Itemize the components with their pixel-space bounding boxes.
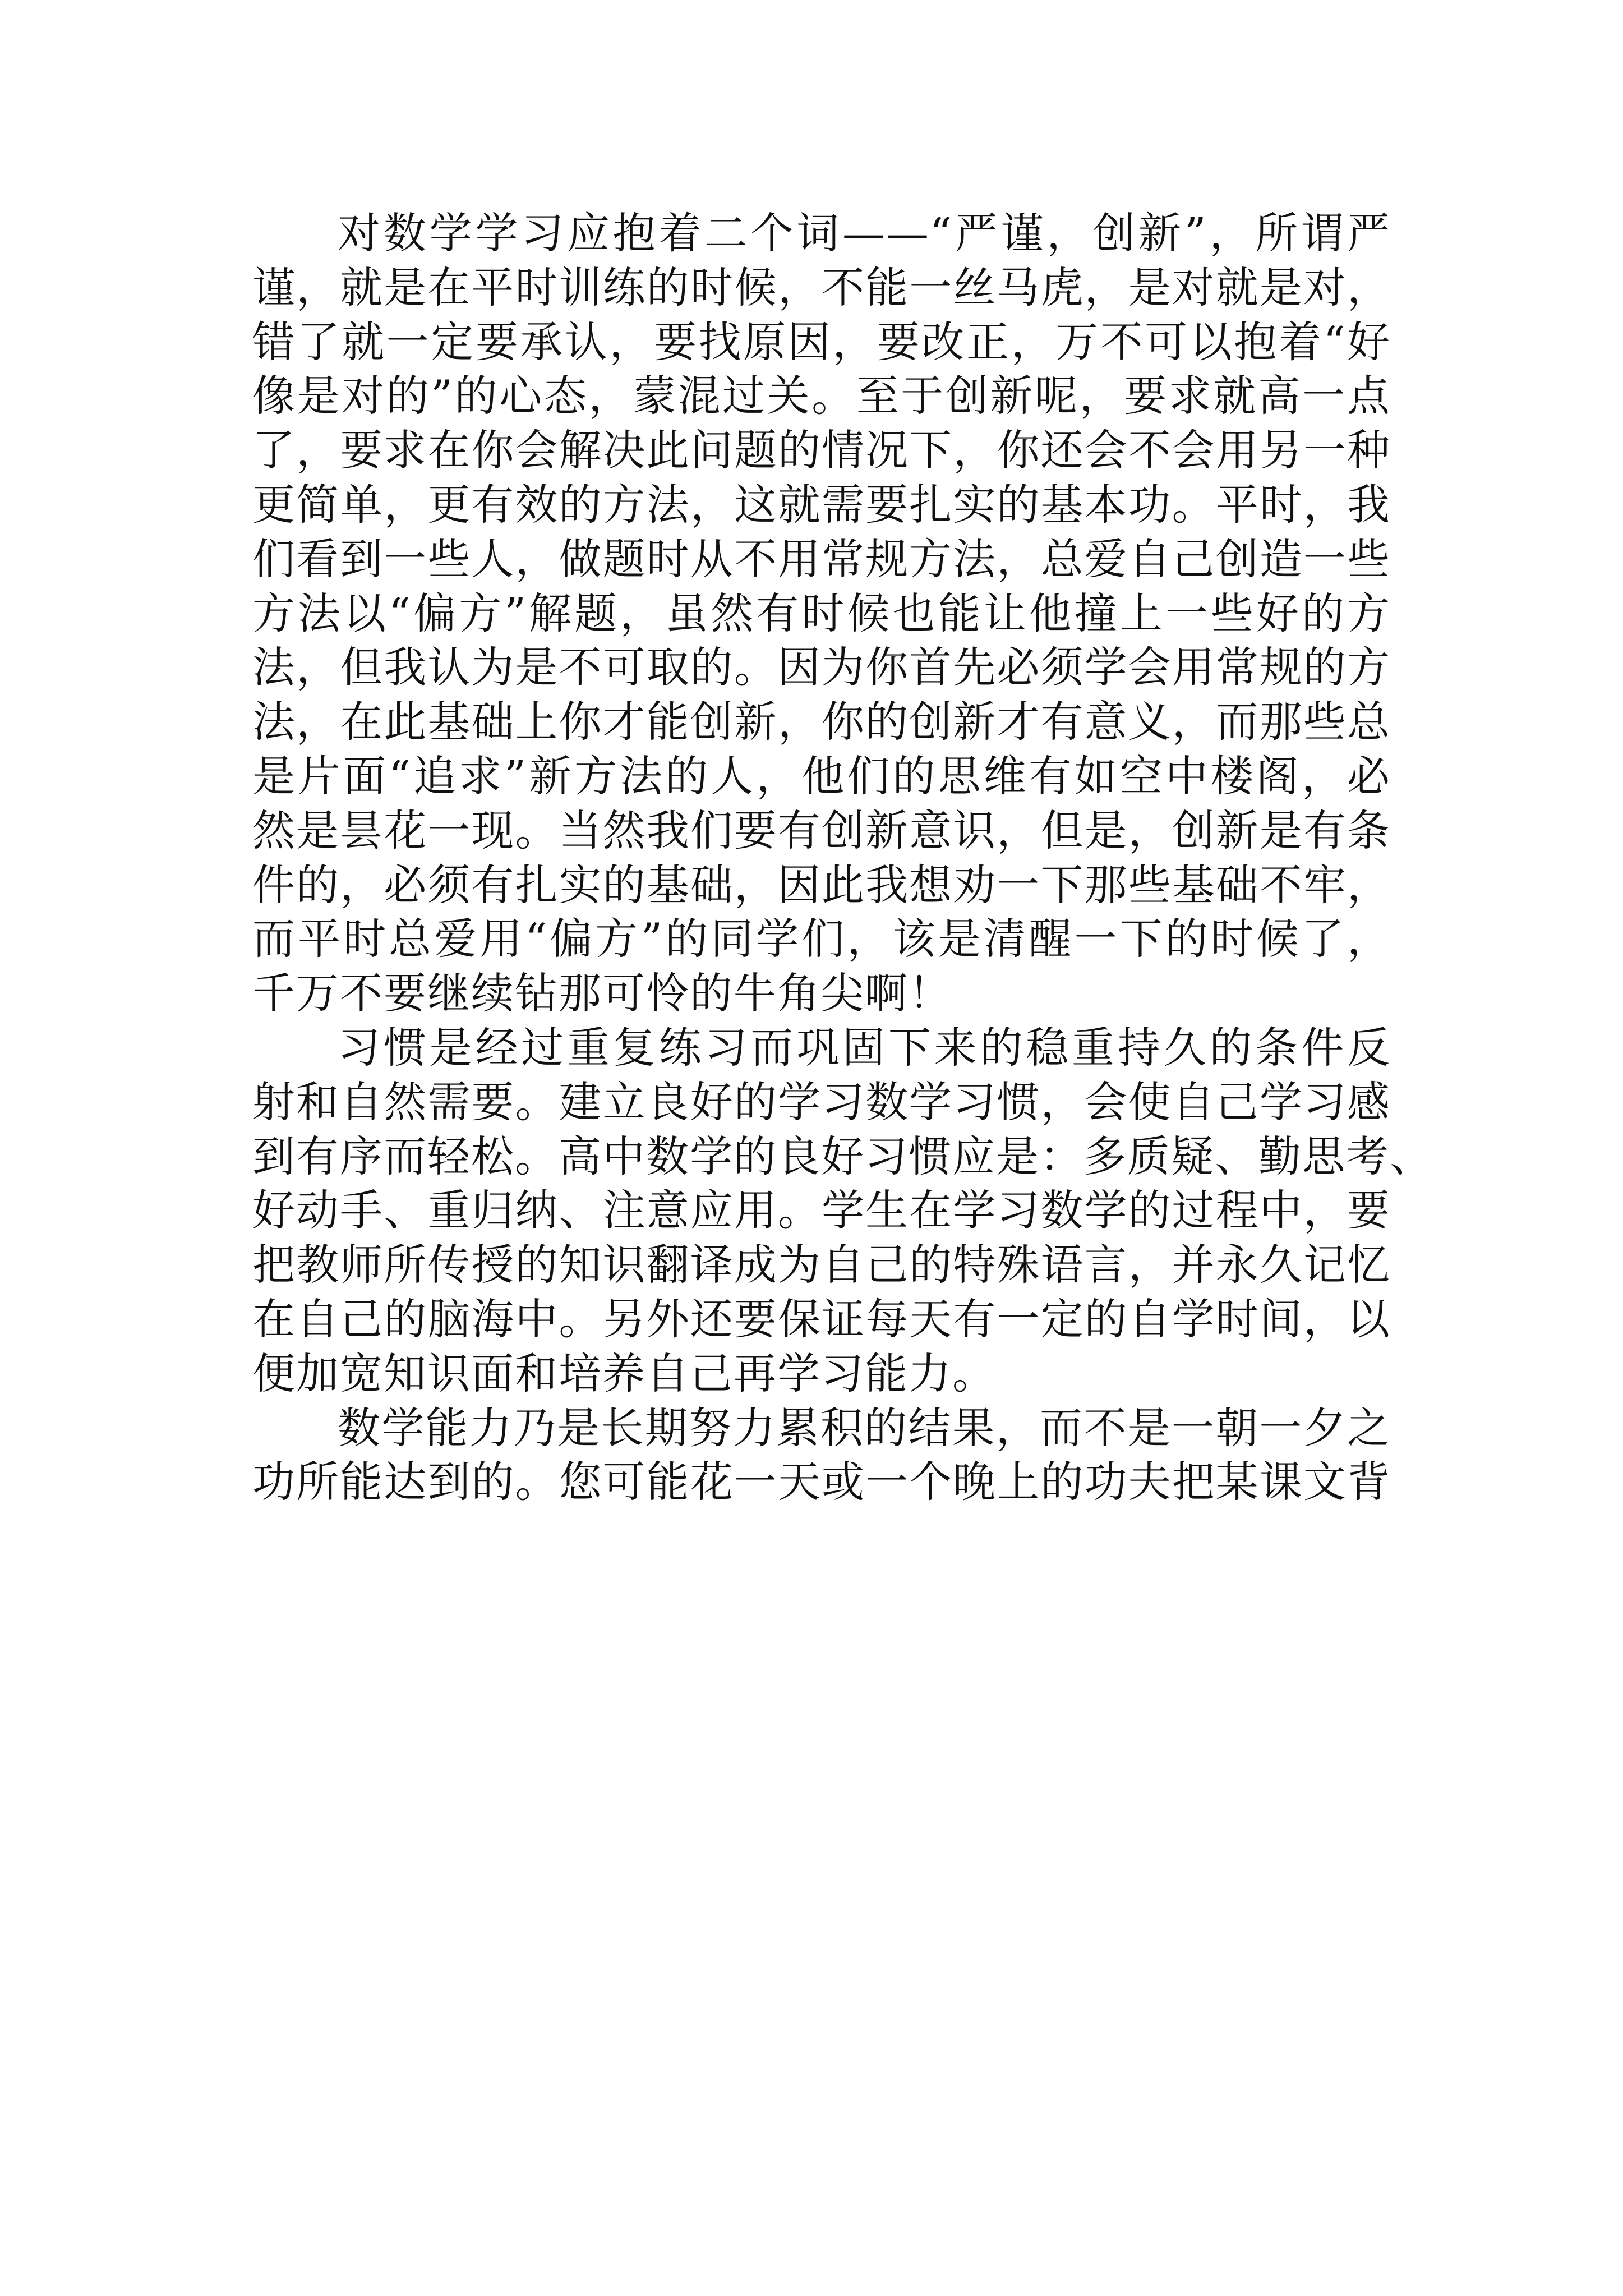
- paragraph: [252, 1401, 1391, 1510]
- text-line: 像是对的”的心态，蒙混过关。至于创新呢，要求就高一点: [252, 371, 1391, 421]
- text-line: 好动手、重归纳、注意应用。学生在学习数学的过程中，要: [252, 1185, 1391, 1236]
- text-line: 千万不要继续钻那可怜的牛角尖啊！: [252, 968, 952, 1019]
- text-line: 便加宽知识面和培养自己再学习能力。: [252, 1348, 996, 1398]
- text-line: 数学能力乃是长期努力累积的结果，而不是一朝一夕之: [338, 1402, 1391, 1453]
- text-line: 法，但我认为是不可取的。因为你首先必须学会用常规的方: [252, 642, 1391, 693]
- paragraph: [252, 206, 1391, 1021]
- text-line: 到有序而轻松。高中数学的良好习惯应是：多质疑、勤思考、: [252, 1131, 1433, 1181]
- body-text: [252, 206, 1433, 1510]
- text-line: 们看到一些人，做题时从不用常规方法，总爱自己创造一些: [252, 533, 1391, 584]
- text-line: 错了就一定要承认，要找原因，要改正，万不可以抱着“好: [252, 316, 1391, 367]
- text-line: 法，在此基础上你才能创新，你的创新才有意义，而那些总: [252, 697, 1391, 747]
- text-line: 功所能达到的。您可能花一天或一个晚上的功夫把某课文背: [252, 1457, 1391, 1507]
- text-line: 更简单，更有效的方法，这就需要扎实的基本功。平时，我: [252, 479, 1391, 530]
- paragraph: [252, 1021, 1433, 1401]
- text-line: 习惯是经过重复练习而巩固下来的稳重持久的条件反: [338, 1022, 1391, 1073]
- text-line: 把教师所传授的知识翻译成为自己的特殊语言，并永久记忆: [252, 1240, 1391, 1290]
- text-line: 方法以“偏方”解题，虽然有时候也能让他撞上一些好的方: [252, 588, 1391, 638]
- text-line: 了，要求在你会解决此问题的情况下，你还会不会用另一种: [252, 425, 1391, 476]
- text-line: 射和自然需要。建立良好的学习数学习惯，会使自己学习感: [252, 1076, 1391, 1127]
- text-line: 在自己的脑海中。另外还要保证每天有一定的自学时间，以: [252, 1294, 1391, 1344]
- text-line: 是片面“追求”新方法的人，他们的思维有如空中楼阁，必: [252, 751, 1391, 801]
- text-line: 件的，必须有扎实的基础，因此我想劝一下那些基础不牢，: [252, 859, 1391, 910]
- text-line: 而平时总爱用“偏方”的同学们，该是清醒一下的时候了，: [252, 914, 1391, 964]
- text-line: 然是昙花一现。当然我们要有创新意识，但是，创新是有条: [252, 805, 1391, 855]
- text-line: 对数学学习应抱着二个词——“严谨，创新”，所谓严: [338, 208, 1391, 258]
- text-line: 谨，就是在平时训练的时候，不能一丝马虎，是对就是对，: [252, 262, 1391, 312]
